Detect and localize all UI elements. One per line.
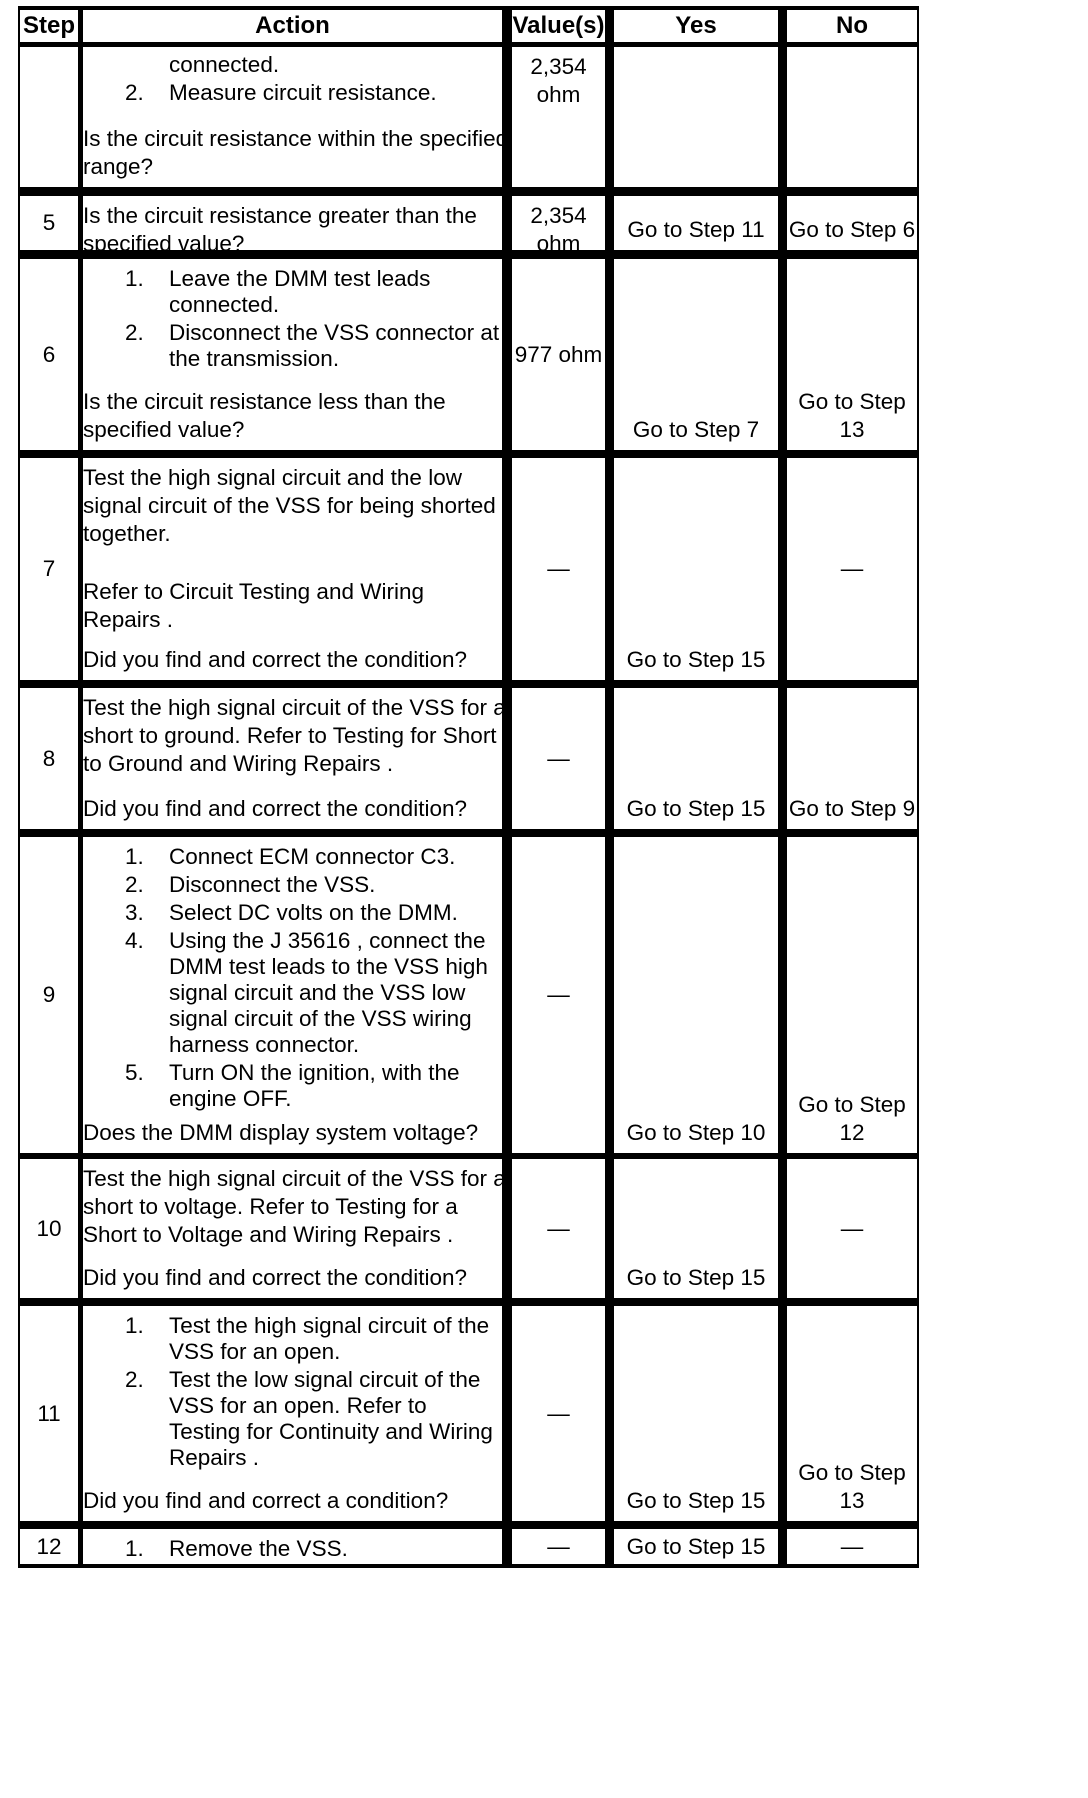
list-text: Test the low signal circuit of the	[169, 1367, 481, 1392]
action-text: to Ground and Wiring Repairs .	[83, 751, 394, 776]
question-text: Did you find and correct the condition?	[83, 796, 467, 821]
yes-cell	[614, 47, 778, 187]
list-text: connected.	[169, 52, 280, 77]
step-number: 8	[42, 746, 56, 771]
list-text: Measure circuit resistance.	[169, 80, 437, 105]
action-text: Test the high signal circuit of the VSS for a	[83, 695, 506, 720]
list-number: 4.	[125, 928, 144, 953]
list-number: 1.	[125, 1536, 144, 1561]
action-cell	[83, 458, 502, 680]
step-number: 5	[42, 210, 56, 235]
value-cell	[512, 1159, 605, 1298]
no-cell	[787, 1529, 917, 1564]
question-text: Does the DMM display system voltage?	[83, 1120, 479, 1145]
value-cell	[512, 458, 605, 680]
no-cell	[787, 1306, 917, 1521]
list-text: connected.	[169, 292, 280, 317]
action-text: Refer to Circuit Testing and Wiring	[83, 579, 424, 604]
no-cell	[787, 1159, 917, 1298]
action-text: Short to Voltage and Wiring Repairs .	[83, 1222, 454, 1247]
yes-cell	[614, 1159, 778, 1298]
list-number: 1.	[125, 266, 144, 291]
list-text: Disconnect the VSS connector at	[169, 320, 500, 345]
step-cell	[20, 1306, 78, 1521]
yes-text: Go to Step 15	[626, 1534, 766, 1559]
list-text: the transmission.	[169, 346, 340, 371]
value-cell	[512, 47, 605, 187]
yes-text: Go to Step 7	[632, 417, 760, 442]
list-text: Leave the DMM test leads	[169, 266, 431, 291]
list-text: Using the J 35616 , connect the	[169, 928, 486, 953]
yes-text: Go to Step 15	[626, 796, 766, 821]
yes-cell	[614, 688, 778, 829]
action-text: Test the high signal circuit of the VSS for a	[83, 1166, 506, 1191]
value-text: —	[547, 982, 570, 1007]
action-cell	[83, 47, 509, 187]
no-text: —	[840, 1216, 864, 1241]
question-text: Did you find and correct a condition?	[83, 1488, 449, 1513]
value-cell	[512, 196, 605, 256]
action-text: Is the circuit resistance greater than the	[83, 203, 477, 228]
list-text: engine OFF.	[169, 1086, 292, 1111]
value-cell	[512, 837, 605, 1153]
step-number: 10	[36, 1216, 62, 1241]
step-cell	[20, 259, 78, 450]
action-cell	[83, 259, 502, 450]
no-cell	[787, 196, 917, 250]
action-text: together.	[83, 521, 171, 546]
list-number: 2.	[125, 80, 144, 105]
value-text: 977 ohm	[514, 342, 603, 367]
no-text: 12	[839, 1120, 865, 1145]
no-cell	[787, 47, 917, 187]
list-text: Turn ON the ignition, with the	[169, 1060, 460, 1085]
no-text: —	[840, 556, 864, 581]
header-values: Value(s)	[512, 10, 605, 42]
yes-text: Go to Step 10	[626, 1120, 766, 1145]
no-cell	[787, 259, 917, 450]
no-text: Go to Step	[798, 389, 906, 414]
value-text: ohm	[536, 82, 581, 107]
action-text: signal circuit of the VSS for being shorted	[83, 493, 496, 518]
list-text: signal circuit and the VSS low	[169, 980, 466, 1005]
question-text: specified value?	[83, 417, 245, 442]
list-text: signal circuit of the VSS wiring	[169, 1006, 472, 1031]
no-cell	[787, 688, 917, 829]
list-text: DMM test leads to the VSS high	[169, 954, 488, 979]
list-number: 1.	[125, 1313, 144, 1338]
no-cell	[787, 837, 917, 1153]
action-cell	[83, 688, 506, 829]
yes-text: Go to Step 15	[626, 1265, 766, 1290]
yes-cell	[614, 259, 778, 450]
diagnostic-table	[20, 6, 1066, 1791]
list-text: Connect ECM connector C3.	[169, 844, 456, 869]
question-text: Did you find and correct the condition?	[83, 1265, 467, 1290]
list-text: Select DC volts on the DMM.	[169, 900, 458, 925]
yes-text: Go to Step 15	[626, 1488, 766, 1513]
action-text: Repairs .	[83, 607, 174, 632]
list-text: harness connector.	[169, 1032, 360, 1057]
step-number: 7	[42, 556, 56, 581]
step-cell	[20, 837, 78, 1153]
value-cell	[512, 259, 605, 450]
action-text: short to voltage. Refer to Testing for a	[83, 1194, 458, 1219]
header-yes: Yes	[614, 10, 778, 42]
no-text: 13	[839, 1488, 865, 1513]
list-number: 2.	[125, 872, 144, 897]
value-cell	[512, 1529, 605, 1564]
list-number: 5.	[125, 1060, 144, 1085]
no-text: —	[840, 1534, 864, 1559]
step-cell	[20, 47, 78, 187]
action-text: Test the high signal circuit and the low	[83, 465, 462, 490]
action-cell	[83, 1159, 506, 1298]
value-text: —	[547, 746, 570, 771]
yes-cell	[614, 837, 778, 1153]
list-text: Disconnect the VSS.	[169, 872, 376, 897]
action-cell	[83, 837, 502, 1153]
yes-text: Go to Step 11	[627, 217, 765, 242]
header-action: Action	[83, 10, 502, 42]
list-text: Remove the VSS.	[169, 1536, 348, 1561]
list-text: VSS for an open.	[169, 1339, 341, 1364]
value-text: 2,354	[530, 203, 587, 228]
yes-cell	[614, 1529, 778, 1564]
step-number: 6	[42, 342, 56, 367]
value-text: —	[547, 1216, 570, 1241]
value-text: —	[547, 556, 570, 581]
no-text: Go to Step	[798, 1092, 906, 1117]
no-text: Go to Step 9	[788, 796, 916, 821]
step-number: 9	[42, 982, 56, 1007]
list-text: Test the high signal circuit of the	[169, 1313, 490, 1338]
action-cell	[83, 196, 502, 256]
action-text: short to ground. Refer to Testing for Short	[83, 723, 497, 748]
yes-cell	[614, 196, 778, 250]
step-cell	[20, 196, 78, 250]
step-cell	[20, 1159, 78, 1298]
list-text: Testing for Continuity and Wiring	[169, 1419, 493, 1444]
step-cell	[20, 458, 78, 680]
no-cell	[787, 458, 917, 680]
question-text: Is the circuit resistance less than the	[83, 389, 446, 414]
no-text: 13	[839, 417, 865, 442]
value-cell	[512, 1306, 605, 1521]
action-text: specified value?	[83, 231, 245, 256]
list-number: 2.	[125, 1367, 144, 1392]
action-cell	[83, 1529, 502, 1564]
yes-cell	[614, 458, 778, 680]
step-cell	[20, 1529, 78, 1564]
list-number: 1.	[125, 844, 144, 869]
no-text: Go to Step	[798, 1460, 906, 1485]
step-cell	[20, 688, 78, 829]
list-number: 3.	[125, 900, 144, 925]
header-no: No	[787, 10, 917, 42]
list-text: Repairs .	[169, 1445, 260, 1470]
value-text: —	[547, 1534, 570, 1559]
list-number: 2.	[125, 320, 144, 345]
header-step: Step	[20, 10, 78, 42]
question-text: Did you find and correct the condition?	[83, 647, 467, 672]
question-text: Is the circuit resistance within the specified	[83, 126, 509, 151]
question-text: range?	[83, 154, 154, 179]
no-text: Go to Step 6	[788, 217, 916, 242]
value-cell	[512, 688, 605, 829]
step-number: 12	[36, 1534, 62, 1559]
yes-text: Go to Step 15	[626, 647, 766, 672]
action-cell	[83, 1306, 502, 1521]
value-text: ohm	[536, 231, 581, 256]
step-number: 11	[37, 1401, 61, 1426]
yes-cell	[614, 1306, 778, 1521]
value-text: —	[547, 1401, 570, 1426]
value-text: 2,354	[530, 54, 587, 79]
list-text: VSS for an open. Refer to	[169, 1393, 427, 1418]
